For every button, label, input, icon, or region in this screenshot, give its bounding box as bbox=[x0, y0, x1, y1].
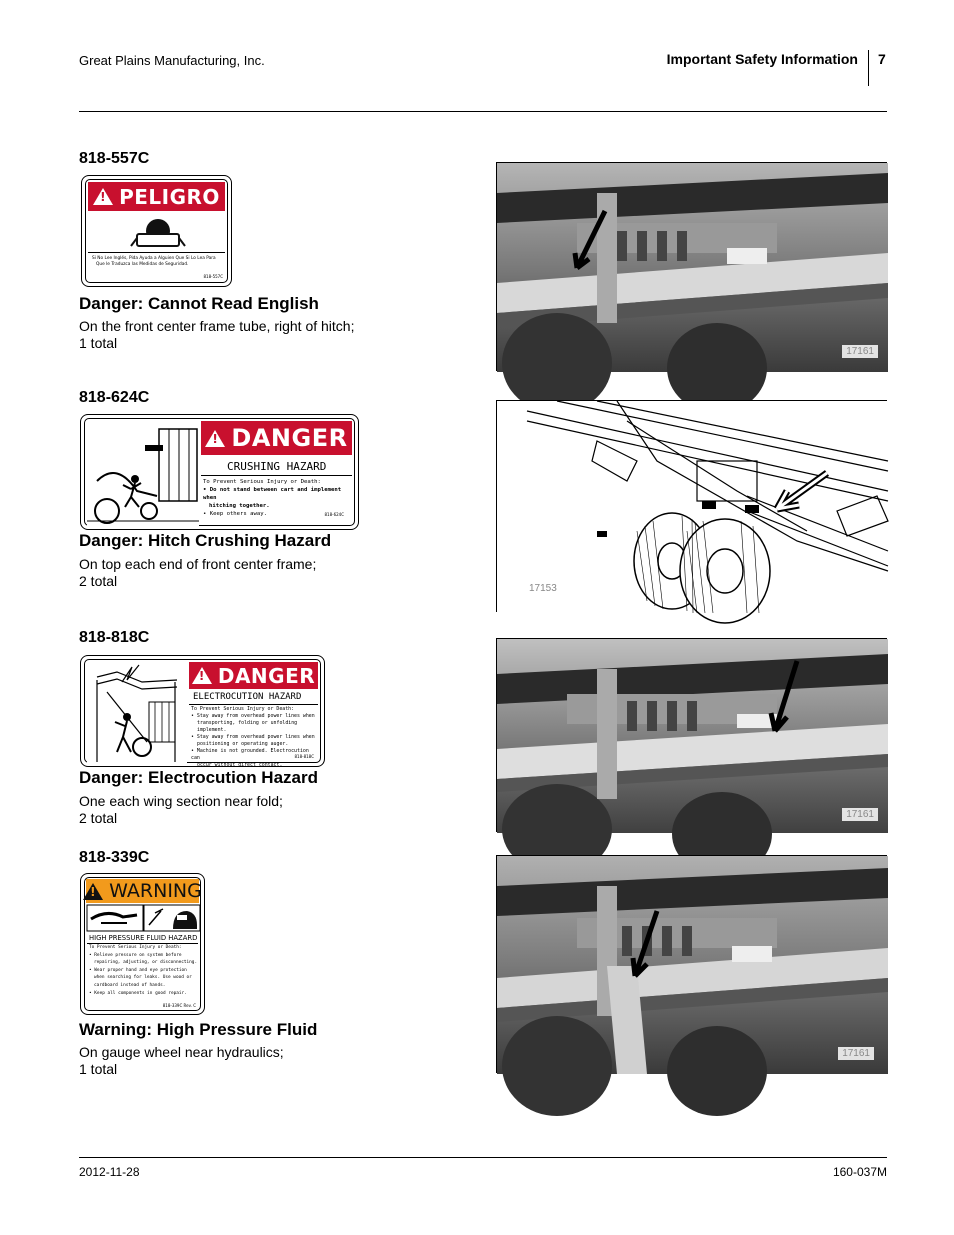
reading-person-icon bbox=[131, 216, 185, 250]
decal-divider bbox=[201, 475, 352, 476]
decal-banner-text: DANGER bbox=[231, 424, 348, 452]
crushing-hazard-pictogram bbox=[87, 421, 199, 527]
decal-title: Danger: Cannot Read English bbox=[79, 294, 319, 313]
page-number: 7 bbox=[878, 51, 886, 67]
decal-warning-high-pressure bbox=[80, 873, 205, 1015]
decal-code: 818-339C Rev. C bbox=[162, 1003, 196, 1008]
decal-peligro bbox=[81, 175, 232, 287]
decal-danger-crushing bbox=[80, 414, 359, 530]
decal-location: On top each end of front center frame; 2 total bbox=[79, 556, 317, 589]
decal-banner bbox=[86, 879, 202, 903]
warning-triangle-icon bbox=[205, 430, 225, 447]
warning-triangle-icon bbox=[93, 188, 113, 205]
decal-text: To Prevent Serious Injury or Death: • Relieve pressure on system before repairing, adjusting, or disconnecting. • Wear proper hand and eye protection when searching for leaks. Use wood or cardboard instead of hands. • Keep all components in good repair. bbox=[89, 945, 198, 996]
decal-title: Danger: Electrocution Hazard bbox=[79, 768, 318, 787]
figure-number: 17161 bbox=[842, 808, 878, 821]
decal-banner bbox=[88, 182, 225, 211]
decal-location-photo bbox=[496, 638, 887, 832]
footer-doc-number: 160-037M bbox=[832, 1165, 887, 1179]
warning-triangle-icon bbox=[192, 667, 212, 684]
header-rule bbox=[79, 111, 887, 112]
high-pressure-fluid-pictogram bbox=[87, 905, 200, 931]
decal-banner bbox=[189, 662, 318, 689]
decal-hazard-title: CRUSHING HAZARD bbox=[227, 460, 327, 473]
header-company: Great Plains Manufacturing, Inc. bbox=[79, 53, 265, 68]
decal-location: On the front center frame tube, right of hitch; 1 total bbox=[79, 318, 355, 351]
decal-title: Danger: Hitch Crushing Hazard bbox=[79, 531, 332, 550]
decal-divider bbox=[189, 704, 318, 705]
decal-hazard-title: ELECTROCUTION HAZARD bbox=[193, 692, 302, 702]
electrocution-hazard-pictogram bbox=[87, 662, 187, 764]
decal-text: To Prevent Serious Injury or Death: • Do not stand between cart and implement when hitching together. • Keep others away. bbox=[203, 479, 342, 517]
decal-title: Warning: High Pressure Fluid bbox=[79, 1020, 318, 1039]
decal-banner-text: PELIGRO bbox=[119, 184, 220, 209]
figure-number: 17161 bbox=[838, 1047, 874, 1060]
decal-part-number: 818-557C bbox=[79, 150, 150, 167]
decal-banner-text: DANGER bbox=[217, 663, 316, 688]
decal-danger-electrocution bbox=[80, 655, 325, 767]
decal-location: On gauge wheel near hydraulics; 1 total bbox=[79, 1044, 284, 1077]
decal-text: To Prevent Serious Injury or Death: • Stay away from overhead power lines when transporting, folding or unfolding implement. • Stay away from overhead power lines when positioning or operating auger. • Machine is not grounded. Electrocution can occur without direct contact. bbox=[191, 706, 315, 768]
decal-text: Si No Lee Inglés, Pida Ayuda a Alguien Que Si Lo Lea Para Que le Traduzca las Medidas de Seguridad. bbox=[92, 256, 216, 267]
warning-triangle-icon bbox=[83, 883, 103, 900]
figure-number: 17153 bbox=[525, 582, 561, 595]
figure-number: 17161 bbox=[842, 345, 878, 358]
decal-location: One each wing section near fold; 2 total bbox=[79, 793, 283, 826]
header-separator bbox=[868, 50, 869, 86]
footer-date: 2012-11-28 bbox=[79, 1165, 140, 1179]
decal-banner-text: WARNING bbox=[109, 880, 202, 902]
decal-part-number: 818-339C bbox=[79, 849, 150, 866]
decal-location-drawing bbox=[496, 400, 887, 612]
decal-banner bbox=[201, 421, 352, 455]
header-section-title: Important Safety Information bbox=[666, 51, 858, 67]
decal-code: 818-557C bbox=[203, 274, 223, 279]
decal-code: 818-818C bbox=[294, 754, 314, 759]
decal-location-photo bbox=[496, 855, 887, 1073]
decal-code: 818-624C bbox=[324, 512, 344, 517]
decal-divider bbox=[88, 252, 225, 253]
decal-hazard-title: HIGH PRESSURE FLUID HAZARD bbox=[89, 934, 198, 942]
decal-part-number: 818-818C bbox=[79, 629, 150, 646]
footer-rule bbox=[79, 1157, 887, 1158]
decal-location-photo bbox=[496, 162, 887, 371]
decal-part-number: 818-624C bbox=[79, 389, 150, 406]
